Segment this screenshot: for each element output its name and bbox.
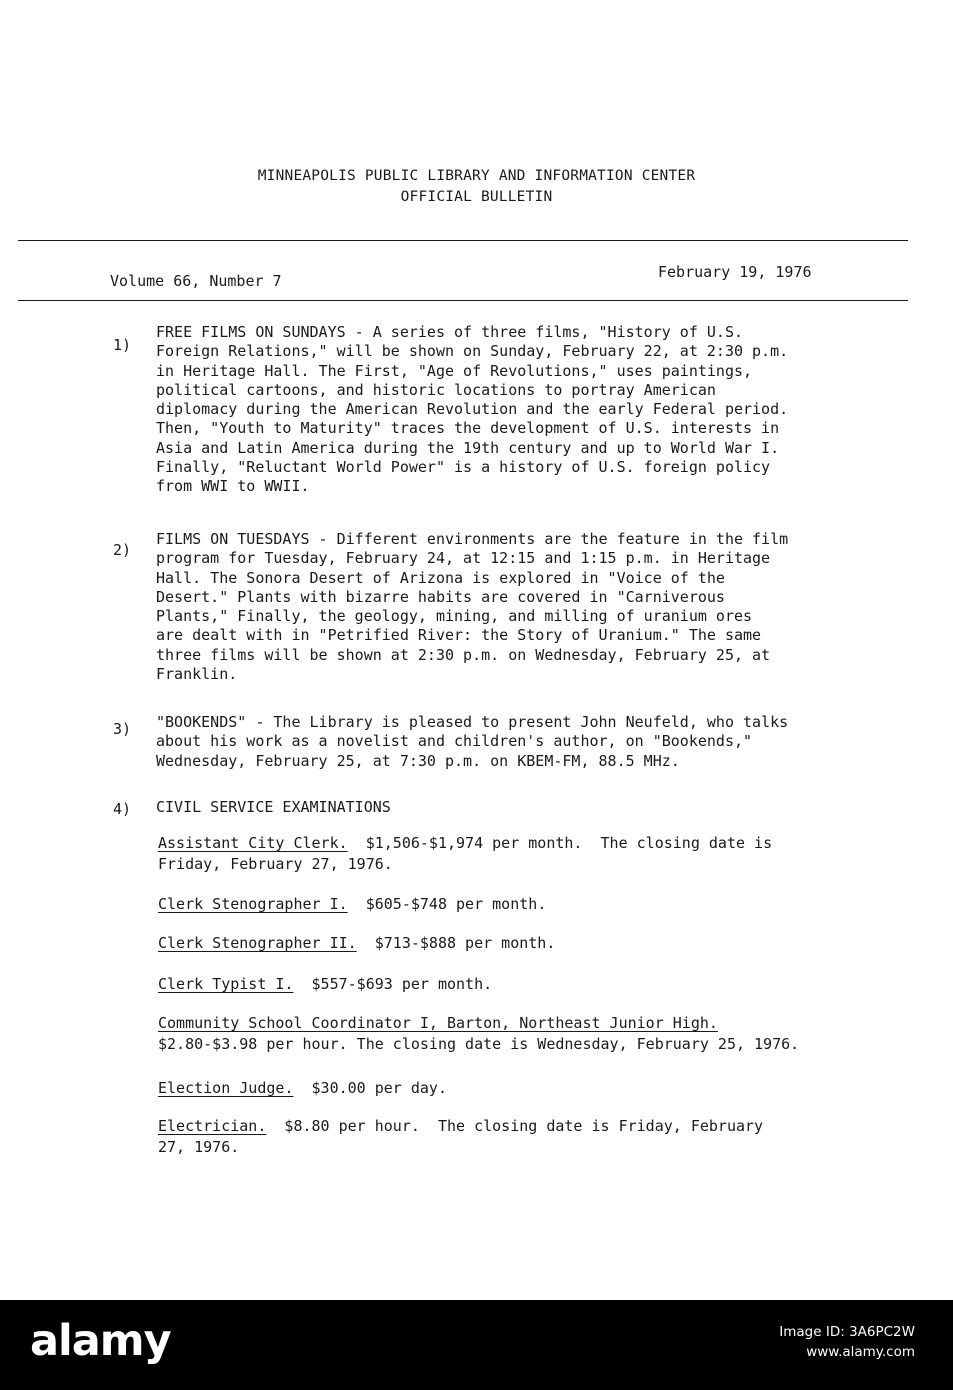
volume-number: Volume 66, Number 7	[110, 272, 282, 290]
job-community-school-coordinator	[158, 1013, 898, 1055]
job-title: Electrician.	[158, 1117, 267, 1135]
item-number: 4)	[113, 800, 132, 818]
job-detail: $30.00 per day.	[293, 1079, 447, 1097]
item-number: 2)	[113, 541, 132, 559]
job-detail: $1,506-$1,974 per month. The closing date is	[347, 834, 773, 852]
job-clerk-stenographer-2	[158, 933, 898, 954]
job-clerk-stenographer-1	[158, 894, 898, 915]
item-films-tuesdays: FILMS ON TUESDAYS - Different environments are the feature in the film program for Tuesday, February 24, at 12:15 and 1:15 p.m. in Heritage Hall. The Sonora Desert of Arizona is explored in "Voice of the Desert." Plants with bizarre habits are covered in "Carniverous Plants," Finally, the geology, mining, and milling of uranium ores are dealt with in "Petrified River: the Story of Uranium." The same three films will be shown at 2:30 p.m. on Wednesday, February 25, at Franklin.	[156, 530, 789, 684]
site-url: www.alamy.com	[806, 1344, 915, 1360]
image-id-block	[779, 1322, 915, 1362]
job-detail: $8.80 per hour. The closing date is Friday, February	[266, 1117, 764, 1135]
job-election-judge	[158, 1078, 898, 1099]
job-detail-continued: $2.80-$3.98 per hour. The closing date is Wednesday, February 25, 1976.	[158, 1035, 800, 1053]
job-detail: $605-$748 per month.	[347, 895, 547, 913]
library-name: MINNEAPOLIS PUBLIC LIBRARY AND INFORMATION CENTER	[257, 168, 696, 184]
alamy-logo: alamy	[30, 1316, 171, 1366]
job-title: Clerk Typist I.	[158, 975, 294, 993]
item-civil-service-heading: CIVIL SERVICE EXAMINATIONS	[156, 798, 391, 816]
job-detail: $557-$693 per month.	[293, 975, 493, 993]
job-title: Assistant City Clerk.	[158, 834, 348, 852]
bulletin-date: February 19, 1976	[658, 263, 812, 281]
bottom-rule	[18, 300, 908, 301]
job-detail-continued: 27, 1976.	[158, 1138, 240, 1156]
job-assistant-city-clerk	[158, 833, 898, 875]
item-number: 1)	[113, 336, 132, 354]
top-rule	[18, 240, 908, 241]
job-title: Election Judge.	[158, 1079, 294, 1097]
job-title: Community School Coordinator I, Barton, Northeast Junior High.	[158, 1014, 718, 1032]
item-free-films-sundays: FREE FILMS ON SUNDAYS - A series of three films, "History of U.S. Foreign Relations," will be shown on Sunday, February 22, at 2:30 p.m. in Heritage Hall. The First, "Age of Revolutions," uses paintings, political cartoons, and historic locations to portray American diplomacy during the American Revolution and the early Federal period. Then, "Youth to Maturity" traces the development of U.S. interests in Asia and Latin America during the 19th century and up to World War I. Finally, "Reluctant World Power" is a history of U.S. foreign policy from WWI to WWII.	[156, 323, 789, 496]
image-id: Image ID: 3A6PC2W	[779, 1324, 915, 1340]
item-bookends: "BOOKENDS" - The Library is pleased to present John Neufeld, who talks about his work as a novelist and children's author, on "Bookends," Wednesday, February 25, at 7:30 p.m. on KBEM-FM, 88.5 MHz.	[156, 713, 789, 770]
job-detail-continued: Friday, February 27, 1976.	[158, 855, 393, 873]
job-detail: $713-$888 per month.	[356, 934, 556, 952]
bulletin-title: OFFICIAL BULLETIN	[400, 189, 553, 205]
job-clerk-typist-1	[158, 974, 898, 995]
job-title: Clerk Stenographer II.	[158, 934, 357, 952]
job-title: Clerk Stenographer I.	[158, 895, 348, 913]
item-number: 3)	[113, 720, 132, 738]
job-electrician	[158, 1116, 898, 1158]
